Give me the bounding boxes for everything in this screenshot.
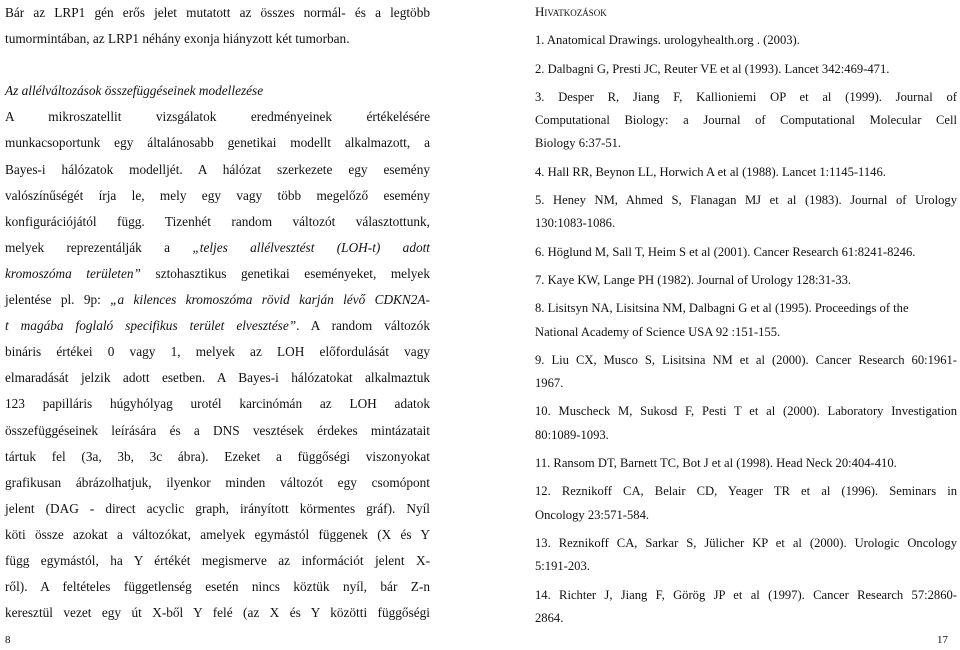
body-text-line: Bayes-i hálózatok modelljét. A hálózat szerkezete egy esemény: [5, 161, 430, 177]
reference-line: Oncology 23:571-584.: [535, 507, 650, 522]
references-column: [535, 0, 957, 635]
references-list: [535, 29, 957, 630]
text-run: sztohasztikus genetikai eseményeket, melyek: [140, 265, 430, 281]
body-text-line: bináris értékei 0 vagy 1, melyek az LOH előfordulását vagy: [5, 344, 430, 360]
reference-line: 2. Dalbagni G, Presti JC, Reuter VE et al (1993). Lancet 342:469-471.: [535, 61, 890, 76]
body-text-line: összefüggéseinek leírására és a DNS vesztések érdekes mintázatait: [5, 422, 430, 438]
reference-line: National Academy of Science USA 92 :151-155.: [535, 324, 781, 339]
reference-line: 80:1089-1093.: [535, 427, 609, 442]
reference-line: 5:191-203.: [535, 559, 590, 574]
body-text-line: tártuk fel (3a, 3b, 3c ábra). Ezeket a függőségi viszonyokat: [5, 448, 430, 464]
reference-line: 5. Heney NM, Ahmed S, Flanagan MJ et al (1983). Journal of Urology: [535, 193, 957, 208]
reference-line: 2864.: [535, 610, 564, 625]
italic-text: „teljes allélvesztést (LOH-t) adott: [192, 239, 430, 255]
reference-line: 1. Anatomical Drawings. urologyhealth.org . (2003).: [535, 33, 800, 48]
reference-line: 4. Hall RR, Beynon LL, Horwich A et al (1988). Lancet 1:1145-1146.: [535, 164, 886, 179]
body-text-line: 123 papilláris húgyhólyag urotél karcinómán az LOH adatok: [5, 396, 430, 412]
reference-line: 8. Lisitsyn NA, Lisitsina NM, Dalbagni G et al (1995). Proceedings of the: [535, 301, 909, 316]
reference-line: Computational Biology: a Journal of Computational Molecular Cell: [535, 113, 957, 128]
body-text-line: jelent (DAG - direct acyclic graph, irányított körmentes gráf). Nyíl: [5, 500, 430, 516]
reference-item: [535, 161, 957, 184]
reference-item: [535, 58, 957, 81]
body-text-line: ről). A feltételes függetlenség esetén nincs köztük nyíl, bár Z-n: [5, 579, 430, 595]
blank-line: [5, 52, 430, 78]
italic-text: „a kilences kromoszóma rövid karján lévő CDKN2A-: [110, 292, 430, 308]
reference-line: 6. Höglund M, Sall T, Heim S et al (2001). Cancer Research 61:8241-8246.: [535, 244, 916, 259]
text-run: melyek reprezentálják a: [5, 239, 193, 255]
reference-line: 14. Richter J, Jiang F, Görög JP et al (1997). Cancer Research 57:2860-: [535, 587, 957, 602]
reference-item: [535, 480, 957, 527]
body-text-line: A mikroszatellit vizsgálatok eredményeinek értékelésére: [5, 109, 430, 125]
section-heading: Az allélváltozások összefüggéseinek modellezése: [5, 83, 264, 99]
reference-item: [535, 297, 957, 344]
reference-line: 12. Reznikoff CA, Belair CD, Yeager TR et al (1996). Seminars in: [535, 484, 957, 499]
reference-line: 11. Ransom DT, Barnett TC, Bot J et al (1998). Head Neck 20:404-410.: [535, 456, 897, 471]
reference-item: [535, 189, 957, 236]
italic-text: t magába foglaló specifikus terület elvesztése”: [5, 318, 297, 334]
body-text-line: keresztül vezet egy út X-ből Y felé (az X és Y közötti függőségi: [5, 605, 430, 621]
body-text-line: függ egymástól, ha Y értékét megismerve az információt jelent X-: [5, 552, 430, 568]
reference-line: 130:1083-1086.: [535, 216, 616, 231]
reference-item: [535, 241, 957, 264]
reference-item: [535, 532, 957, 579]
body-text-line: köti össze azokat a változókat, amelyek egymástól függenek (X és Y: [5, 526, 430, 542]
body-text-line: [5, 287, 430, 313]
reference-item: [535, 86, 957, 156]
body-text-line: [5, 261, 430, 287]
references-heading: Hivatkozások: [535, 4, 607, 19]
body-text-line: konfigurációjától függ. Tizenhét random változót választottunk,: [5, 213, 430, 229]
reference-item: [535, 349, 957, 396]
reference-line: 9. Liu CX, Musco S, Lisitsina NM et al (2000). Cancer Research 60:1961-: [535, 352, 957, 367]
reference-line: 13. Reznikoff CA, Sarkar S, Jülicher KP et al (2000). Urologic Oncology: [535, 535, 957, 550]
body-text-line: munkacsoportunk egy általánosabb genetikai modellt alkalmazott, a: [5, 135, 430, 151]
reference-line: 10. Muscheck M, Sukosd F, Pesti T et al (2000). Laboratory Investigation: [535, 404, 957, 419]
body-text-line: [5, 235, 430, 261]
body-text-line: [5, 313, 430, 339]
body-text-line: tumormintában, az LRP1 néhány exonja hiányzott két tumorban.: [5, 31, 350, 47]
body-text-line: grafikusan ábrázolhatjuk, ilyenkor minden változót egy csomópont: [5, 474, 430, 490]
text-run: . A random változók: [296, 318, 430, 334]
reference-line: 7. Kaye KW, Lange PH (1982). Journal of Urology 128:31-33.: [535, 272, 852, 287]
reference-item: [535, 269, 957, 292]
left-page-column: [5, 0, 430, 626]
reference-item: [535, 29, 957, 52]
reference-item: [535, 400, 957, 447]
reference-line: 1967.: [535, 376, 564, 391]
reference-line: 3. Desper R, Jiang F, Kallioniemi OP et al (1999). Journal of: [535, 89, 957, 104]
reference-item: [535, 452, 957, 475]
left-page-number: 8: [5, 634, 11, 646]
body-text-line: elmaradását jelzik adott esetben. A Bayes-i hálózatokat alkalmaztuk: [5, 370, 430, 386]
body-text-line: valószínűségét írja le, mely egy vagy több megelőző esemény: [5, 187, 430, 203]
reference-line: Biology 6:37-51.: [535, 136, 622, 151]
text-run: jelentése pl. 9p:: [5, 292, 111, 308]
reference-item: [535, 584, 957, 631]
italic-text: kromoszóma területen”: [5, 265, 141, 281]
body-text-line: Bár az LRP1 gén erős jelet mutatott az összes normál- és a legtöbb: [5, 5, 430, 20]
right-page-number: 17: [937, 634, 948, 646]
